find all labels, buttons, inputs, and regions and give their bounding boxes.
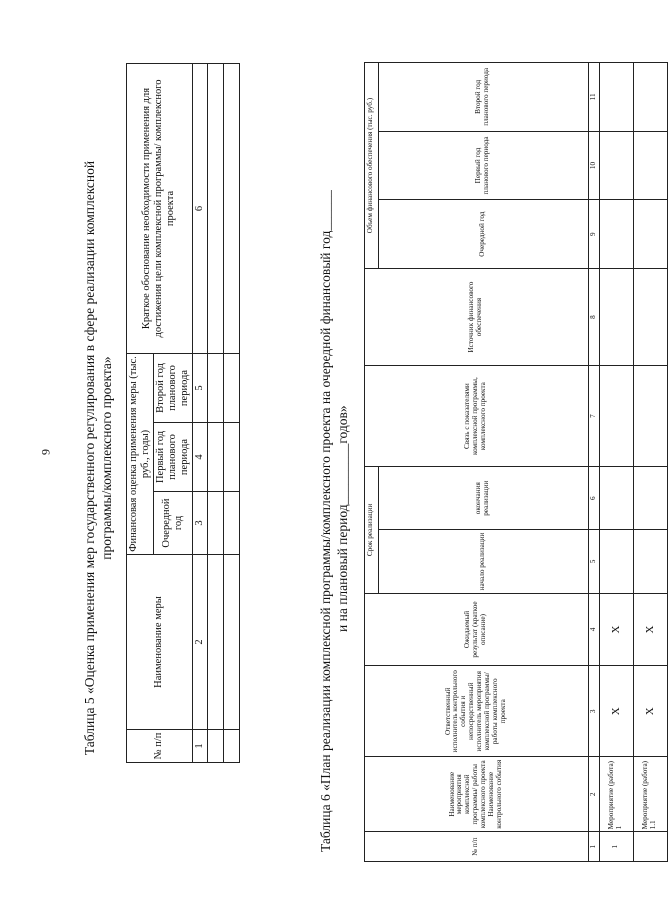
table6-colnum: 11 [588,63,599,132]
table5-empty-row [224,64,240,763]
table6-header-end: окончания реализации [378,467,588,530]
table5-caption [82,98,116,818]
table6-row-name: Мероприятие (работа) 1.1 [633,757,667,832]
table5-colnum: 3 [193,492,208,555]
table5-caption-line1: Таблица 5 «Оценка применения мер государственного регулирования в сфере реализации комплексной [82,160,97,756]
table6-block [318,22,658,862]
table6-colnum: 1 [588,832,599,862]
table6-row-result: X [599,593,633,666]
table6-colnum: 5 [588,530,599,593]
table6-colnum: 7 [588,366,599,467]
table6-header-term-group: Срок реализации [364,467,378,594]
table5-header-row1 [126,64,153,763]
page-number: 9 [38,449,53,455]
table5-colnum: 5 [193,354,208,423]
table5-empty-row [208,64,224,763]
table5-col-numbers [193,64,208,763]
table5-colnum: 1 [193,730,208,763]
table-row [633,63,667,862]
table6-row-result: X [633,593,667,666]
table6-row-responsible: X [599,666,633,757]
table6 [364,62,668,862]
table6-row-num [633,832,667,862]
table6-header-num: № п/п [364,832,588,862]
table5-header-fin-group: Финансовая оценка применения меры (тыс. руб., годы) [126,354,153,555]
table5-colnum: 2 [193,555,208,730]
table6-header-next-year: Очередной год [378,200,588,269]
table6-colnum: 2 [588,757,599,832]
table6-header-name: Наименование мероприятия комплексной программы/ работы комплексного проекта Наименование контрольного события [364,757,588,832]
table6-caption-line2: и на плановый период_________годов» [334,405,350,632]
table5 [126,63,240,763]
table6-row-responsible: X [633,666,667,757]
table6-header-row1 [364,63,378,862]
table5-header-next-year: Очередной год [153,492,192,555]
table5-block [82,79,312,818]
table5-header-name: Наименование меры [126,555,192,730]
table6-caption-line1: Таблица 6 «План реализации комплексной программы/комплексного проекта на очередной финансовый год______ [318,190,333,852]
table6-header-result: Ожидаемый результат (краткое описание) [364,593,588,666]
table5-header-num: № п/п [126,730,192,763]
table6-header-link: Связь с показателями комплексной программы, комплексного проекта [364,366,588,467]
table6-row-num: 1 [599,832,633,862]
table6-caption [318,22,352,862]
table5-header-justification: Краткое обоснование необходимости применения для достижения цели комплексной программы/ комплексного проекта [126,64,192,354]
table5-colnum: 6 [193,64,208,354]
table5-header-second-year: Второй год планового периода [153,354,192,423]
table6-header-start: начало реализации [378,530,588,593]
table6-row-name: Мероприятие (работа) 1 [599,757,633,832]
table6-header-source: Источник финансового обеспечения [364,269,588,366]
table6-header-first-year: Первый год планового периода [378,131,588,200]
table6-colnum: 9 [588,200,599,269]
table6-colnum: 4 [588,593,599,666]
table5-caption-line2: программы/комплексного проекта» [98,356,114,560]
table6-header-second-year: Второй год планового периода [378,63,588,132]
table6-colnum: 6 [588,467,599,530]
table-row [599,63,633,862]
table6-colnum: 8 [588,269,599,366]
table6-col-numbers [588,63,599,862]
table6-header-responsible: Ответственный исполнитель контрольного события и непосредственный исполнитель мероприятия комплексной программы/ работы комплексного проекта [364,666,588,757]
table5-colnum: 4 [193,423,208,492]
table6-header-volume-group: Объем финансового обеспечения (тыс. руб.) [364,63,378,269]
table5-header-first-year: Первый год планового периода [153,423,192,492]
table6-colnum: 10 [588,131,599,200]
table6-colnum: 3 [588,666,599,757]
